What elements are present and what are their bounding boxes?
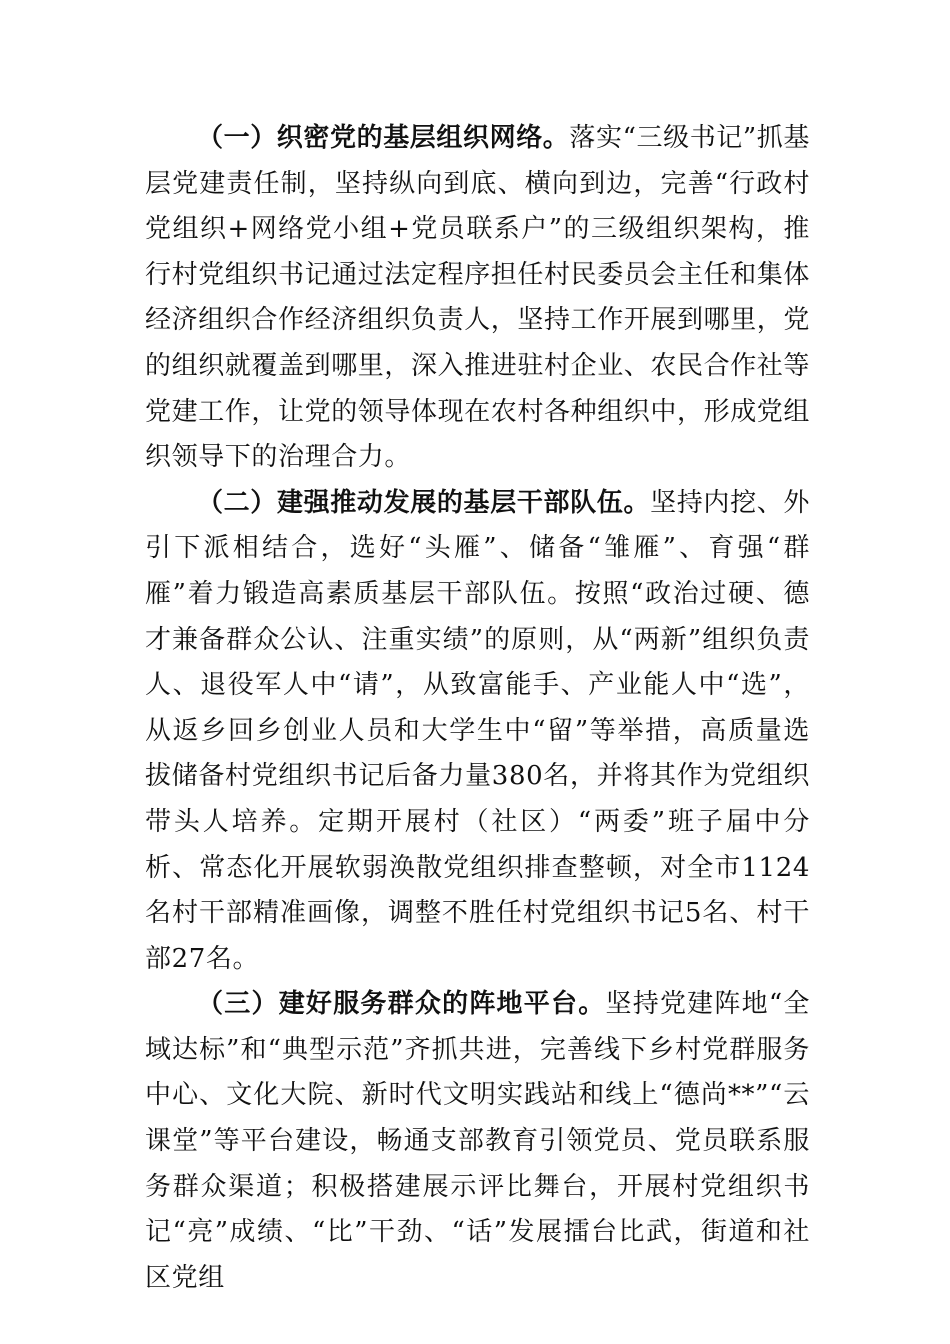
paragraph-1-text: 落实“三级书记”抓基层党建责任制，坚持纵向到底、横向到边，完善“行政村党组织+网络党小组+党员联系户”的三级组织架构，推行村党组织书记通过法定程序担任村民委员会主任和集体经济组织合作经济组织负责人，坚持工作开展到哪里，党的组织就覆盖到哪里，深入推进驻村企业、农民合作社等党建工作，让党的领导体现在农村各种组织中，形成党组织领导下的治理合力。 (145, 123, 811, 473)
paragraph-2 (145, 481, 810, 983)
document-body (145, 116, 810, 1301)
paragraph-1 (145, 116, 810, 481)
section-heading-3: （三）建好服务群众的阵地平台。 (197, 989, 606, 1020)
section-heading-2: （二）建强推动发展的基层干部队伍。 (197, 487, 651, 518)
paragraph-3 (145, 982, 810, 1301)
paragraph-3-text: 坚持党建阵地“全域达标”和“典型示范”齐抓共进，完善线下乡村党群服务中心、文化大院、新时代文明实践站和线上“德尚**”“云课堂”等平台建设，畅通支部教育引领党员、党员联系服务群众渠道；积极搭建展示评比舞台，开展村党组织书记“亮”成绩、“比”干劲、“话”发展擂台比武，街道和社区党组 (145, 989, 810, 1293)
paragraph-2-text: 坚持内挖、外引下派相结合，选好“头雁”、储备“雏雁”、育强“群雁”着力锻造高素质基层干部队伍。按照“政治过硬、德才兼备群众公认、注重实绩”的原则，从“两新”组织负责人、退役军人中“请”，从致富能手、产业能人中“选”，从返乡回乡创业人员和大学生中“留”等举措，高质量选拔储备村党组织书记后备力量380名，并将其作为党组织带头人培养。定期开展村（社区）“两委”班子届中分析、常态化开展软弱涣散党组织排查整顿，对全市1124名村干部精准画像，调整不胜任村党组织书记5名、村干部27名。 (145, 487, 810, 974)
section-heading-1: （一）织密党的基层组织网络。 (197, 123, 570, 153)
